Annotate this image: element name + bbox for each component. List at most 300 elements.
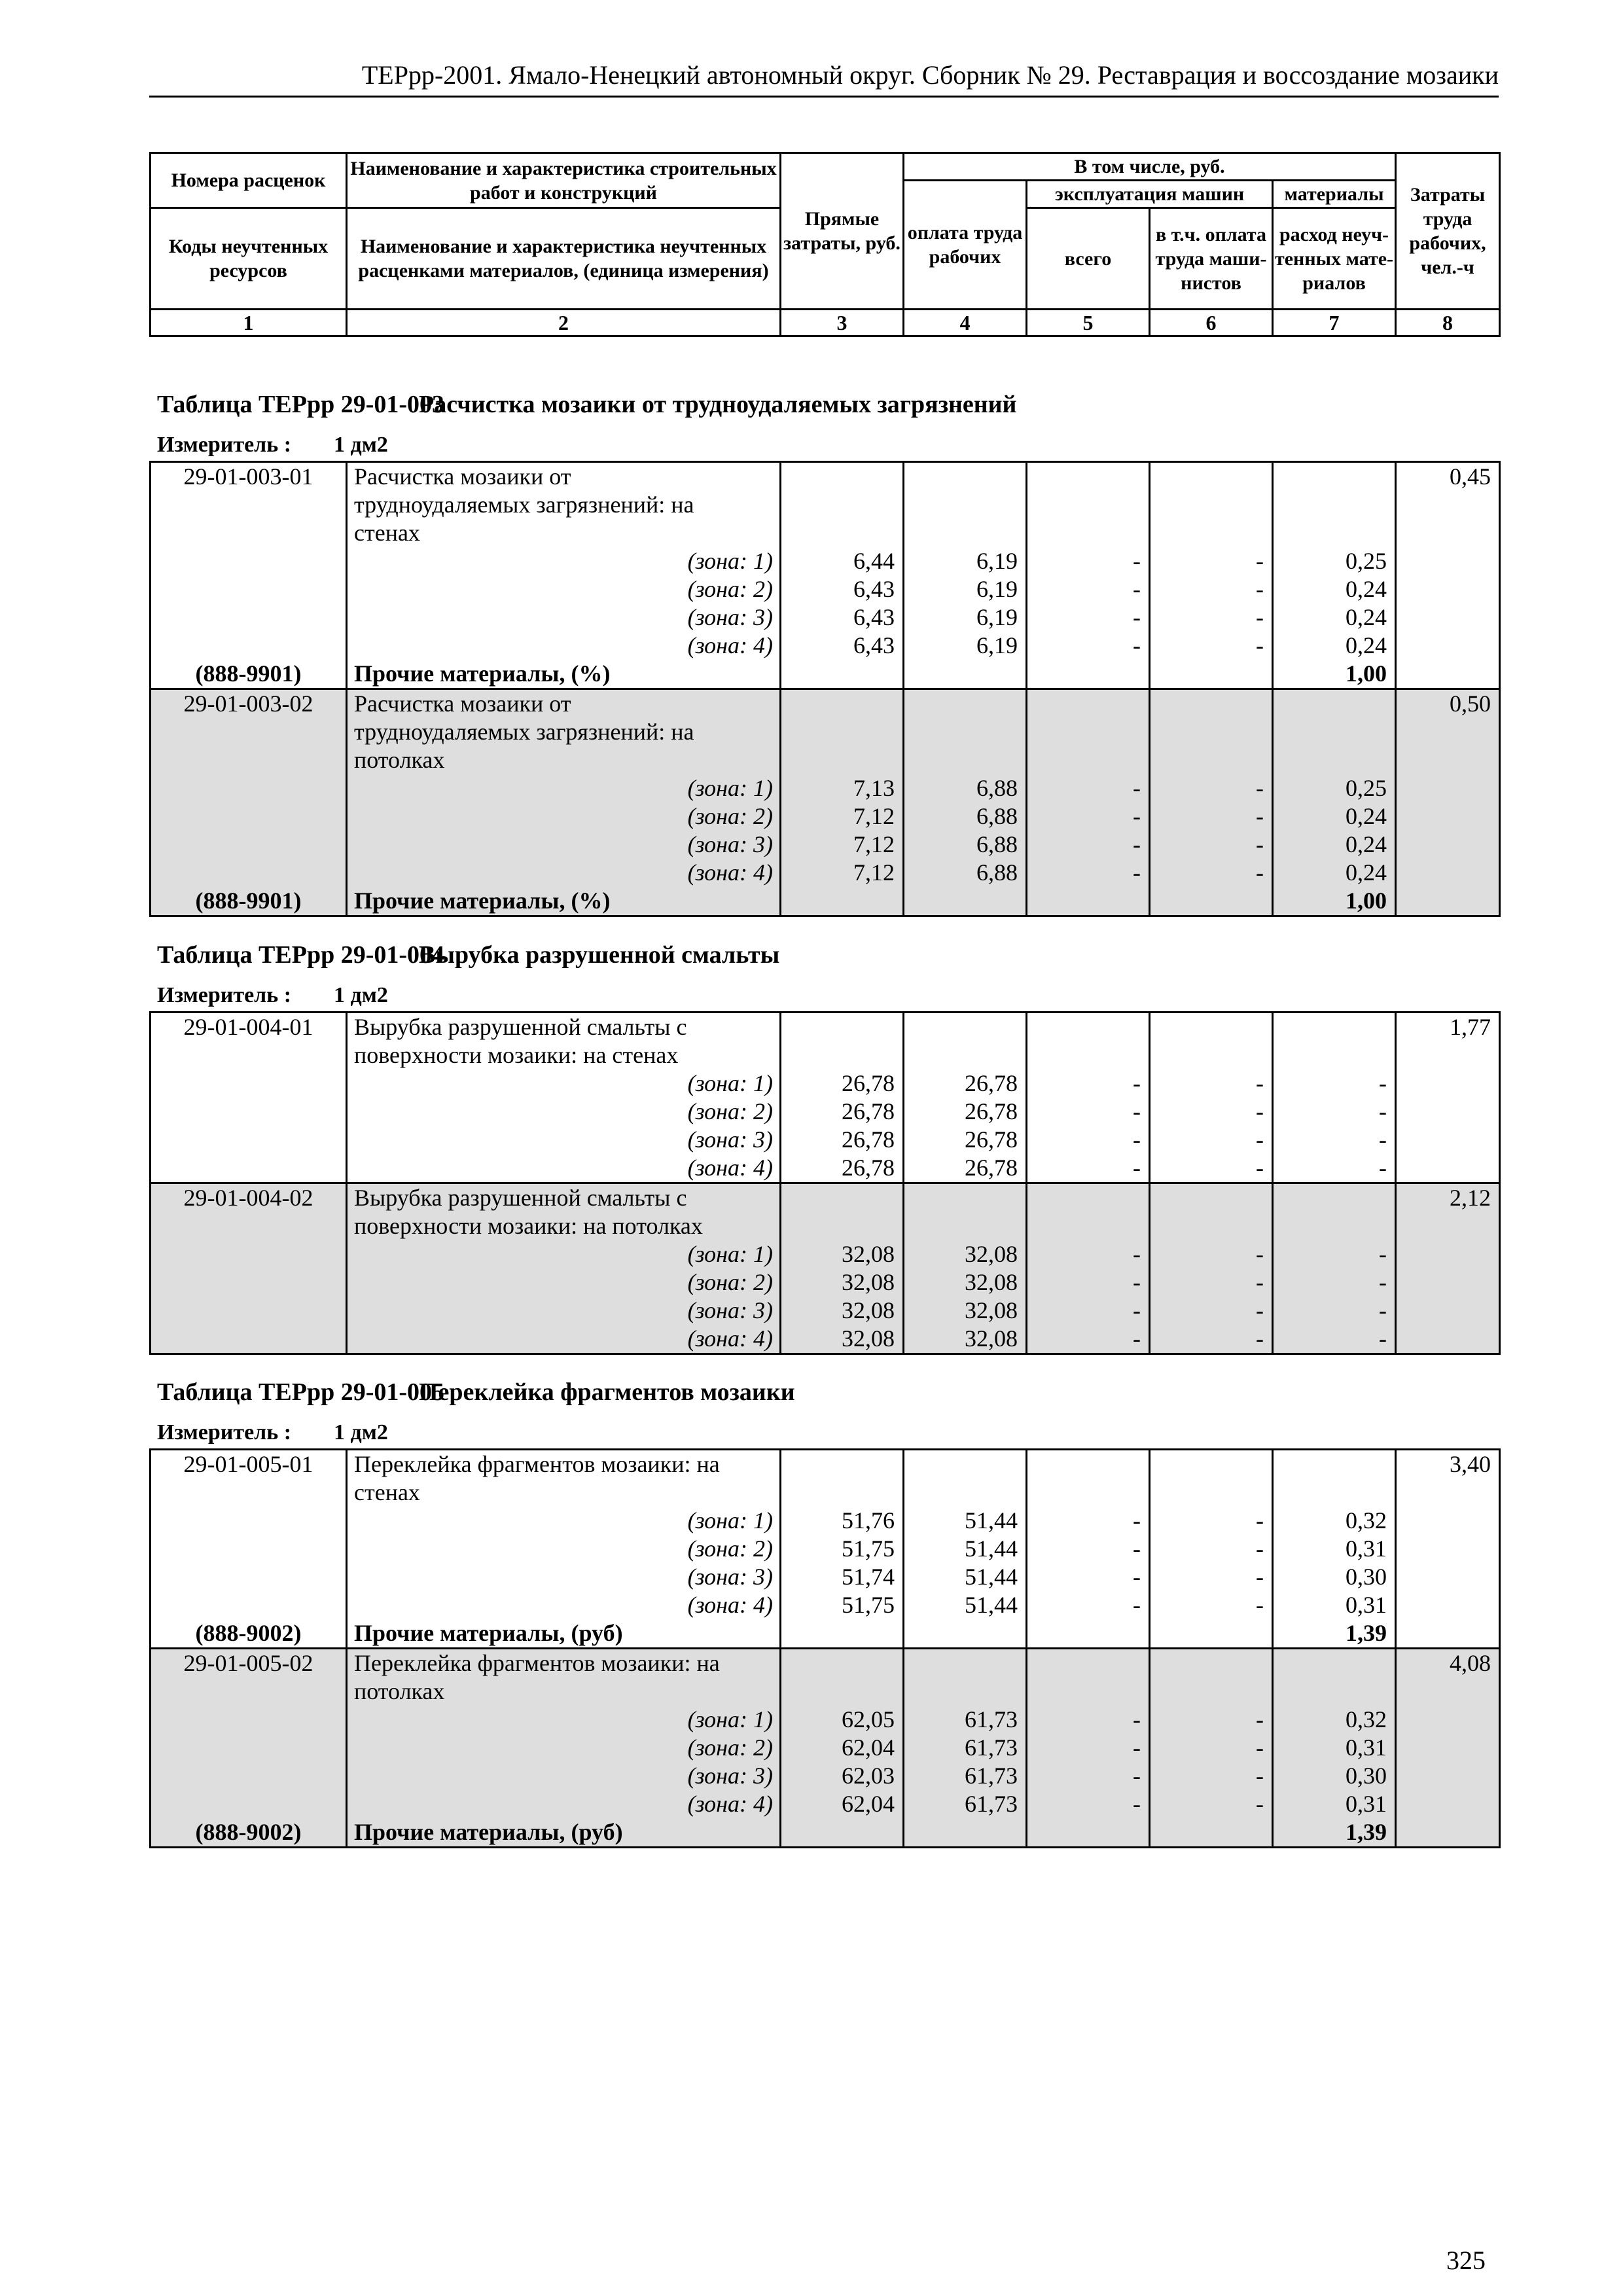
column-number: 6	[1150, 310, 1273, 336]
measure-label: Измеритель :	[157, 983, 292, 1007]
empty-cell	[781, 689, 904, 719]
rate-code	[151, 1507, 347, 1535]
worker-pay: 6,88	[904, 859, 1027, 887]
machines-total: -	[1027, 603, 1150, 632]
resource-code: (888-9901)	[151, 887, 347, 916]
labor-cost	[1396, 1591, 1500, 1619]
measure-label: Измеритель :	[157, 1420, 292, 1444]
table-row	[151, 462, 1500, 492]
empty-cell	[781, 519, 904, 547]
rate-code	[151, 746, 347, 774]
empty-cell	[781, 491, 904, 519]
labor-cost	[1396, 1268, 1500, 1297]
zone-row	[151, 1325, 1500, 1354]
machines-total: -	[1027, 1268, 1150, 1297]
materials-header: материалы	[1273, 181, 1396, 208]
materials-cost: 0,31	[1273, 1535, 1396, 1563]
empty-cell	[1027, 1818, 1150, 1848]
zone-label: (зона: 2)	[347, 575, 781, 603]
col2-bottom-header: Наименование и характеристика неучтенных расценками материалов, (единица измерения)	[347, 208, 781, 310]
column-number: 4	[904, 310, 1027, 336]
machinist-pay: -	[1150, 632, 1273, 660]
labor-cost	[1396, 774, 1500, 802]
zone-label: (зона: 2)	[347, 1734, 781, 1762]
page-header-text: ТЕРрр-2001. Ямало-Ненецкий автономный округ. Сборник № 29. Реставрация и воссоздание мозаики	[361, 60, 1499, 90]
empty-cell	[1273, 1013, 1396, 1042]
worker-pay: 61,73	[904, 1790, 1027, 1818]
machines-total: -	[1027, 1762, 1150, 1790]
machinist-pay: -	[1150, 1268, 1273, 1297]
worker-pay: 51,44	[904, 1591, 1027, 1619]
labor-cost	[1396, 1154, 1500, 1183]
machines-total: -	[1027, 1507, 1150, 1535]
materials-cost: -	[1273, 1098, 1396, 1126]
zone-row	[151, 1762, 1500, 1790]
empty-cell	[1150, 1450, 1273, 1479]
rate-name: стенах	[347, 519, 781, 547]
labor-cost: 0,45	[1396, 462, 1500, 492]
zone-label: (зона: 2)	[347, 802, 781, 831]
col8-header: Затраты труда рабочих, чел.-ч	[1396, 153, 1500, 310]
column-number: 5	[1027, 310, 1150, 336]
empty-cell	[781, 1183, 904, 1213]
worker-pay: 26,78	[904, 1098, 1027, 1126]
rate-code: 29-01-003-02	[151, 689, 347, 719]
labor-cost	[1396, 718, 1500, 746]
direct-cost: 32,08	[781, 1325, 904, 1354]
section-title	[157, 390, 1016, 419]
machines-total: -	[1027, 1591, 1150, 1619]
zone-row	[151, 1734, 1500, 1762]
empty-cell	[904, 1677, 1027, 1706]
zone-row	[151, 859, 1500, 887]
section-name: Расчистка мозаики от трудноудаляемых загрязнений	[419, 391, 1017, 418]
rate-code	[151, 1762, 347, 1790]
empty-cell	[781, 1649, 904, 1678]
rate-name: Переклейка фрагментов мозаики: на	[347, 1649, 781, 1678]
direct-cost: 32,08	[781, 1240, 904, 1268]
col7-header: расход неуч-тенных мате-риалов	[1273, 208, 1396, 310]
machinist-pay: -	[1150, 1507, 1273, 1535]
zone-row	[151, 831, 1500, 859]
machinist-pay: -	[1150, 1154, 1273, 1183]
worker-pay: 32,08	[904, 1297, 1027, 1325]
labor-cost	[1396, 1734, 1500, 1762]
empty-cell	[1150, 1677, 1273, 1706]
labor-cost: 4,08	[1396, 1649, 1500, 1678]
empty-cell	[1150, 746, 1273, 774]
materials-cost: 0,32	[1273, 1706, 1396, 1734]
rate-code	[151, 603, 347, 632]
labor-cost	[1396, 1297, 1500, 1325]
rate-code	[151, 1212, 347, 1240]
direct-cost: 26,78	[781, 1098, 904, 1126]
table-row	[151, 1479, 1500, 1507]
empty-cell	[1150, 689, 1273, 719]
empty-cell	[1150, 1013, 1273, 1042]
rate-code	[151, 802, 347, 831]
zone-row	[151, 1098, 1500, 1126]
empty-cell	[1027, 1183, 1150, 1213]
empty-cell	[904, 462, 1027, 492]
rate-code	[151, 859, 347, 887]
rates-table	[149, 1448, 1501, 1848]
machines-total: -	[1027, 774, 1150, 802]
zone-row	[151, 1790, 1500, 1818]
labor-cost	[1396, 1762, 1500, 1790]
empty-cell	[904, 887, 1027, 916]
zone-row	[151, 603, 1500, 632]
empty-cell	[904, 1041, 1027, 1069]
empty-cell	[1273, 746, 1396, 774]
rate-code: 29-01-003-01	[151, 462, 347, 492]
resource-name: Прочие материалы, (%)	[347, 660, 781, 689]
labor-cost: 3,40	[1396, 1450, 1500, 1479]
rate-code: 29-01-004-01	[151, 1013, 347, 1042]
zone-label: (зона: 4)	[347, 859, 781, 887]
machinist-pay: -	[1150, 1706, 1273, 1734]
machinist-pay: -	[1150, 1069, 1273, 1098]
worker-pay: 26,78	[904, 1126, 1027, 1154]
machinist-pay: -	[1150, 859, 1273, 887]
labor-cost	[1396, 1069, 1500, 1098]
machinist-pay: -	[1150, 802, 1273, 831]
empty-cell	[1396, 887, 1500, 916]
rate-name: поверхности мозаики: на стенах	[347, 1041, 781, 1069]
measure-line	[157, 433, 388, 457]
materials-cost: 0,25	[1273, 547, 1396, 575]
labor-cost	[1396, 632, 1500, 660]
empty-cell	[1273, 462, 1396, 492]
machinist-pay: -	[1150, 774, 1273, 802]
col2-top-header: Наименование и характеристика строительных работ и конструкций	[347, 153, 781, 208]
column-number: 3	[781, 310, 904, 336]
direct-cost: 7,12	[781, 859, 904, 887]
empty-cell	[781, 1013, 904, 1042]
materials-cost: 0,31	[1273, 1790, 1396, 1818]
empty-cell	[1150, 1041, 1273, 1069]
col1-bottom-header: Коды неучтенных ресурсов	[151, 208, 347, 310]
rate-code	[151, 1591, 347, 1619]
empty-cell	[1273, 718, 1396, 746]
worker-pay: 26,78	[904, 1069, 1027, 1098]
resource-code: (888-9002)	[151, 1619, 347, 1649]
empty-cell	[904, 1212, 1027, 1240]
empty-cell	[1150, 462, 1273, 492]
zone-label: (зона: 3)	[347, 1762, 781, 1790]
worker-pay: 32,08	[904, 1268, 1027, 1297]
direct-cost: 51,76	[781, 1507, 904, 1535]
empty-cell	[1273, 1212, 1396, 1240]
machinist-pay: -	[1150, 1591, 1273, 1619]
section-title	[157, 941, 779, 969]
zone-label: (зона: 2)	[347, 1098, 781, 1126]
empty-cell	[1027, 462, 1150, 492]
empty-cell	[781, 718, 904, 746]
labor-cost	[1396, 831, 1500, 859]
rate-name: Расчистка мозаики от	[347, 689, 781, 719]
rate-code	[151, 1126, 347, 1154]
direct-cost: 62,03	[781, 1762, 904, 1790]
col4-header: оплата труда рабочих	[904, 181, 1027, 310]
labor-cost	[1396, 1325, 1500, 1354]
materials-cost: 0,32	[1273, 1507, 1396, 1535]
machines-total: -	[1027, 1154, 1150, 1183]
empty-cell	[781, 1450, 904, 1479]
zone-row	[151, 1297, 1500, 1325]
extra-material-row	[151, 1619, 1500, 1649]
column-numbers-row	[151, 310, 1500, 336]
empty-cell	[1027, 718, 1150, 746]
machinist-pay: -	[1150, 1240, 1273, 1268]
zone-label: (зона: 3)	[347, 603, 781, 632]
extra-material-row	[151, 887, 1500, 916]
empty-cell	[904, 1479, 1027, 1507]
zone-label: (зона: 4)	[347, 1591, 781, 1619]
empty-cell	[904, 1183, 1027, 1213]
labor-cost	[1396, 859, 1500, 887]
rate-code	[151, 547, 347, 575]
rate-name: поверхности мозаики: на потолках	[347, 1212, 781, 1240]
empty-cell	[1150, 1212, 1273, 1240]
worker-pay: 6,88	[904, 774, 1027, 802]
extra-material-row	[151, 1818, 1500, 1848]
rate-code	[151, 1563, 347, 1591]
empty-cell	[1027, 746, 1150, 774]
direct-cost: 6,43	[781, 603, 904, 632]
worker-pay: 61,73	[904, 1706, 1027, 1734]
machines-total: -	[1027, 1240, 1150, 1268]
machines-total: -	[1027, 1126, 1150, 1154]
worker-pay: 6,88	[904, 802, 1027, 831]
resource-code: (888-9002)	[151, 1818, 347, 1848]
labor-cost	[1396, 802, 1500, 831]
machines-total: -	[1027, 1098, 1150, 1126]
labor-cost: 1,77	[1396, 1013, 1500, 1042]
rate-name: потолках	[347, 1677, 781, 1706]
direct-cost: 26,78	[781, 1154, 904, 1183]
rate-code	[151, 575, 347, 603]
column-number: 7	[1273, 310, 1396, 336]
empty-cell	[1150, 1818, 1273, 1848]
rate-code	[151, 1677, 347, 1706]
table-row	[151, 1013, 1500, 1042]
empty-cell	[1027, 1013, 1150, 1042]
table-row	[151, 1041, 1500, 1069]
zone-label: (зона: 1)	[347, 1069, 781, 1098]
empty-cell	[1150, 491, 1273, 519]
zone-label: (зона: 4)	[347, 632, 781, 660]
worker-pay: 51,44	[904, 1535, 1027, 1563]
zone-label: (зона: 1)	[347, 1706, 781, 1734]
machines-total: -	[1027, 1734, 1150, 1762]
empty-cell	[1150, 1649, 1273, 1678]
materials-cost: 0,24	[1273, 831, 1396, 859]
labor-cost	[1396, 1790, 1500, 1818]
empty-cell	[1027, 519, 1150, 547]
machinist-pay: -	[1150, 1098, 1273, 1126]
empty-cell	[1150, 1183, 1273, 1213]
worker-pay: 6,19	[904, 632, 1027, 660]
direct-cost: 51,75	[781, 1591, 904, 1619]
rate-name: Вырубка разрушенной смальты с	[347, 1183, 781, 1213]
page-header	[149, 59, 1499, 98]
worker-pay: 61,73	[904, 1734, 1027, 1762]
zone-row	[151, 1563, 1500, 1591]
rate-code	[151, 1041, 347, 1069]
resource-name: Прочие материалы, (%)	[347, 887, 781, 916]
table-row	[151, 1677, 1500, 1706]
col1-top-header: Номера расценок	[151, 153, 347, 208]
table-row	[151, 1649, 1500, 1678]
rate-name: потолках	[347, 746, 781, 774]
zone-label: (зона: 4)	[347, 1154, 781, 1183]
rate-name: трудноудаляемых загрязнений: на	[347, 491, 781, 519]
machines-total: -	[1027, 547, 1150, 575]
materials-cost: -	[1273, 1268, 1396, 1297]
rate-name: Переклейка фрагментов мозаики: на	[347, 1450, 781, 1479]
empty-cell	[1273, 1479, 1396, 1507]
labor-cost	[1396, 1677, 1500, 1706]
empty-cell	[904, 689, 1027, 719]
empty-cell	[781, 462, 904, 492]
measure-label: Измеритель :	[157, 433, 292, 457]
rate-code	[151, 1268, 347, 1297]
col5-header: всего	[1027, 208, 1150, 310]
materials-cost: 0,31	[1273, 1734, 1396, 1762]
machinist-pay: -	[1150, 547, 1273, 575]
rate-code	[151, 1240, 347, 1268]
section-title	[157, 1378, 795, 1407]
rate-code	[151, 491, 347, 519]
resource-code: (888-9901)	[151, 660, 347, 689]
rate-code	[151, 1790, 347, 1818]
direct-cost: 26,78	[781, 1126, 904, 1154]
direct-cost: 32,08	[781, 1297, 904, 1325]
machinist-pay: -	[1150, 1535, 1273, 1563]
zone-row	[151, 575, 1500, 603]
direct-cost: 62,04	[781, 1790, 904, 1818]
empty-cell	[904, 519, 1027, 547]
labor-cost	[1396, 519, 1500, 547]
empty-cell	[1150, 1479, 1273, 1507]
zone-label: (зона: 4)	[347, 1325, 781, 1354]
empty-cell	[1027, 887, 1150, 916]
empty-cell	[1273, 491, 1396, 519]
empty-cell	[904, 660, 1027, 689]
zone-row	[151, 1240, 1500, 1268]
empty-cell	[1273, 519, 1396, 547]
zone-row	[151, 1126, 1500, 1154]
section-code: Таблица ТЕРрр 29-01-005	[157, 1378, 445, 1406]
machines-total: -	[1027, 1563, 1150, 1591]
rate-code	[151, 831, 347, 859]
labor-cost	[1396, 1240, 1500, 1268]
labor-cost	[1396, 1212, 1500, 1240]
labor-cost	[1396, 547, 1500, 575]
labor-cost	[1396, 1041, 1500, 1069]
rate-code	[151, 1098, 347, 1126]
rate-code	[151, 1069, 347, 1098]
machines-total: -	[1027, 1790, 1150, 1818]
worker-pay: 6,19	[904, 603, 1027, 632]
zone-label: (зона: 2)	[347, 1268, 781, 1297]
zone-label: (зона: 3)	[347, 1563, 781, 1591]
rate-name: стенах	[347, 1479, 781, 1507]
materials-cost: 0,24	[1273, 575, 1396, 603]
labor-cost: 2,12	[1396, 1183, 1500, 1213]
page-number: 325	[1446, 2246, 1486, 2275]
direct-cost: 7,12	[781, 831, 904, 859]
empty-cell	[1150, 1619, 1273, 1649]
materials-cost: 0,30	[1273, 1563, 1396, 1591]
zone-label: (зона: 1)	[347, 547, 781, 575]
materials-cost: 0,24	[1273, 802, 1396, 831]
rate-name: трудноудаляемых загрязнений: на	[347, 718, 781, 746]
empty-cell	[1150, 887, 1273, 916]
column-number: 8	[1396, 310, 1500, 336]
direct-cost: 6,43	[781, 575, 904, 603]
worker-pay: 26,78	[904, 1154, 1027, 1183]
empty-cell	[1027, 1212, 1150, 1240]
machines-total: -	[1027, 802, 1150, 831]
empty-cell	[781, 1212, 904, 1240]
machinist-pay: -	[1150, 831, 1273, 859]
rate-code: 29-01-005-01	[151, 1450, 347, 1479]
zone-row	[151, 1268, 1500, 1297]
materials-cost: -	[1273, 1154, 1396, 1183]
machines-total: -	[1027, 632, 1150, 660]
direct-cost: 32,08	[781, 1268, 904, 1297]
worker-pay: 6,19	[904, 547, 1027, 575]
materials-cost: 0,31	[1273, 1591, 1396, 1619]
empty-cell	[904, 746, 1027, 774]
worker-pay: 32,08	[904, 1240, 1027, 1268]
empty-cell	[781, 1041, 904, 1069]
empty-cell	[1027, 1450, 1150, 1479]
worker-pay: 6,88	[904, 831, 1027, 859]
zone-row	[151, 774, 1500, 802]
materials-cost: -	[1273, 1325, 1396, 1354]
rate-code	[151, 632, 347, 660]
measure-unit: 1 дм2	[334, 433, 388, 457]
direct-cost: 26,78	[781, 1069, 904, 1098]
materials-cost: 0,24	[1273, 632, 1396, 660]
empty-cell	[781, 1479, 904, 1507]
direct-cost: 7,12	[781, 802, 904, 831]
materials-cost: 0,24	[1273, 859, 1396, 887]
zone-label: (зона: 3)	[347, 1297, 781, 1325]
table-row	[151, 718, 1500, 746]
empty-cell	[781, 1619, 904, 1649]
empty-cell	[1027, 660, 1150, 689]
measure-line	[157, 983, 388, 1008]
materials-cost: 0,30	[1273, 1762, 1396, 1790]
machines-total: -	[1027, 831, 1150, 859]
rates-table	[149, 461, 1501, 917]
zone-row	[151, 1706, 1500, 1734]
empty-cell	[1150, 519, 1273, 547]
resource-value: 1,00	[1273, 660, 1396, 689]
machines-total: -	[1027, 1325, 1150, 1354]
machinist-pay: -	[1150, 603, 1273, 632]
labor-cost	[1396, 1507, 1500, 1535]
measure-unit: 1 дм2	[334, 1420, 388, 1444]
labor-cost	[1396, 603, 1500, 632]
zone-label: (зона: 1)	[347, 1240, 781, 1268]
empty-cell	[904, 1649, 1027, 1678]
rates-table	[149, 1011, 1501, 1355]
